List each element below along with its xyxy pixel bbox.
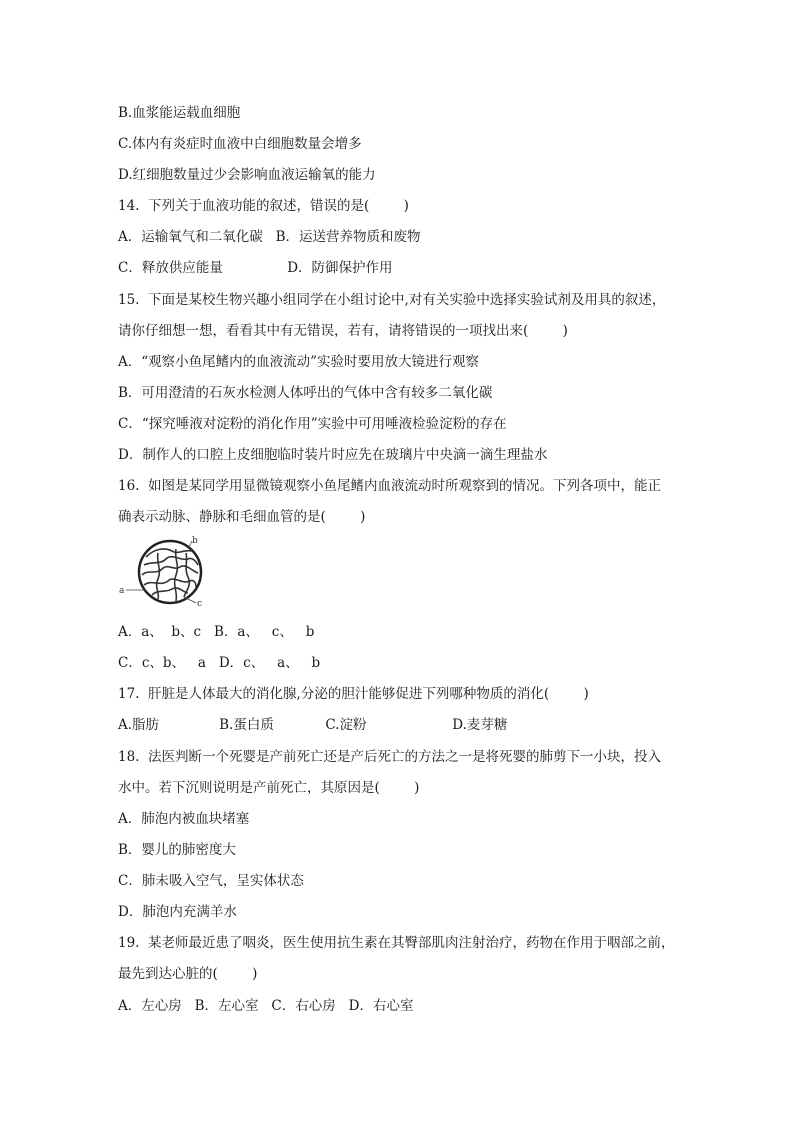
- question-18-option: D．肺泡内充满羊水: [118, 904, 237, 920]
- option-text: C.体内有炎症时血液中白细胞数量会增多: [118, 136, 362, 152]
- question-14-stem: 14. 下列关于血液功能的叙述，错误的是( ): [118, 198, 409, 214]
- question-18-option: C．肺未吸入空气，呈实体状态: [118, 873, 304, 889]
- question-19-stem: 19. 某老师最近患了咽炎，医生使用抗生素在其臀部肌肉注射治疗，药物在作用于咽部之前，: [118, 935, 675, 951]
- question-15-option: B．可用澄清的石灰水检测人体呼出的气体中含有较多二氧化碳: [118, 385, 493, 401]
- question-14-options: A．运输氧气和二氧化碳 B．运送营养物质和废物: [118, 229, 421, 245]
- question-14-options: C．释放供应能量 D．防御保护作用: [118, 260, 393, 276]
- figure-label-c: c: [197, 599, 203, 609]
- figure-label-b: b: [192, 536, 198, 546]
- question-18-stem: 水中。若下沉则说明是产前死亡，其原因是( ): [118, 780, 420, 796]
- question-16-options: C．c、b、 a D．c、 a、 b: [118, 655, 321, 671]
- question-16-options: A．a、 b、c B．a、 c、 b: [118, 624, 315, 640]
- option-text: B.血浆能运载血细胞: [118, 105, 241, 121]
- question-15-option: D．制作人的口腔上皮细胞临时装片时应先在玻璃片中央滴一滴生理盐水: [118, 447, 548, 463]
- question-18-stem: 18. 法医判断一个死婴是产前死亡还是产后死亡的方法之一是将死婴的肺剪下一小块，投入: [118, 749, 662, 765]
- question-15-option: A．“观察小鱼尾鳍内的血液流动”实验时要用放大镜进行观察: [118, 354, 480, 370]
- question-18-option: A．肺泡内被血块堵塞: [118, 811, 250, 827]
- question-17-options: A.脂肪 B.蛋白质 C.淀粉 D.麦芽糖: [118, 717, 508, 733]
- figure-label-a: a: [119, 586, 125, 596]
- question-19-options: A．左心房 B．左心室 C．右心房 D．右心室: [118, 998, 414, 1014]
- question-16-stem: 确表示动脉、静脉和毛细血管的是( ): [118, 509, 366, 525]
- question-18-option: B．婴儿的肺密度大: [118, 842, 236, 858]
- question-16-stem: 16. 如图是某同学用显微镜观察小鱼尾鳍内血液流动时所观察到的情况。下列各项中，能正: [118, 478, 662, 494]
- question-15-option: C．“探究唾液对淀粉的消化作用”实验中可用唾液检验淀粉的存在: [118, 416, 507, 432]
- option-text: D.红细胞数量过少会影响血液运输氧的能力: [118, 167, 376, 183]
- question-17-stem: 17. 肝脏是人体最大的消化腺,分泌的胆汁能够促进下列哪种物质的消化( ): [118, 686, 589, 702]
- question-19-stem: 最先到达心脏的( ): [118, 966, 258, 982]
- question-15-stem: 15. 下面是某校生物兴趣小组同学在小组讨论中,对有关实验中选择实验试剂及用具的叙述，: [118, 292, 666, 308]
- question-15-stem: 请你仔细想一想，看看其中有无错误，若有，请将错误的一项找出来( ): [118, 323, 568, 339]
- blood-vessel-figure: [118, 535, 218, 610]
